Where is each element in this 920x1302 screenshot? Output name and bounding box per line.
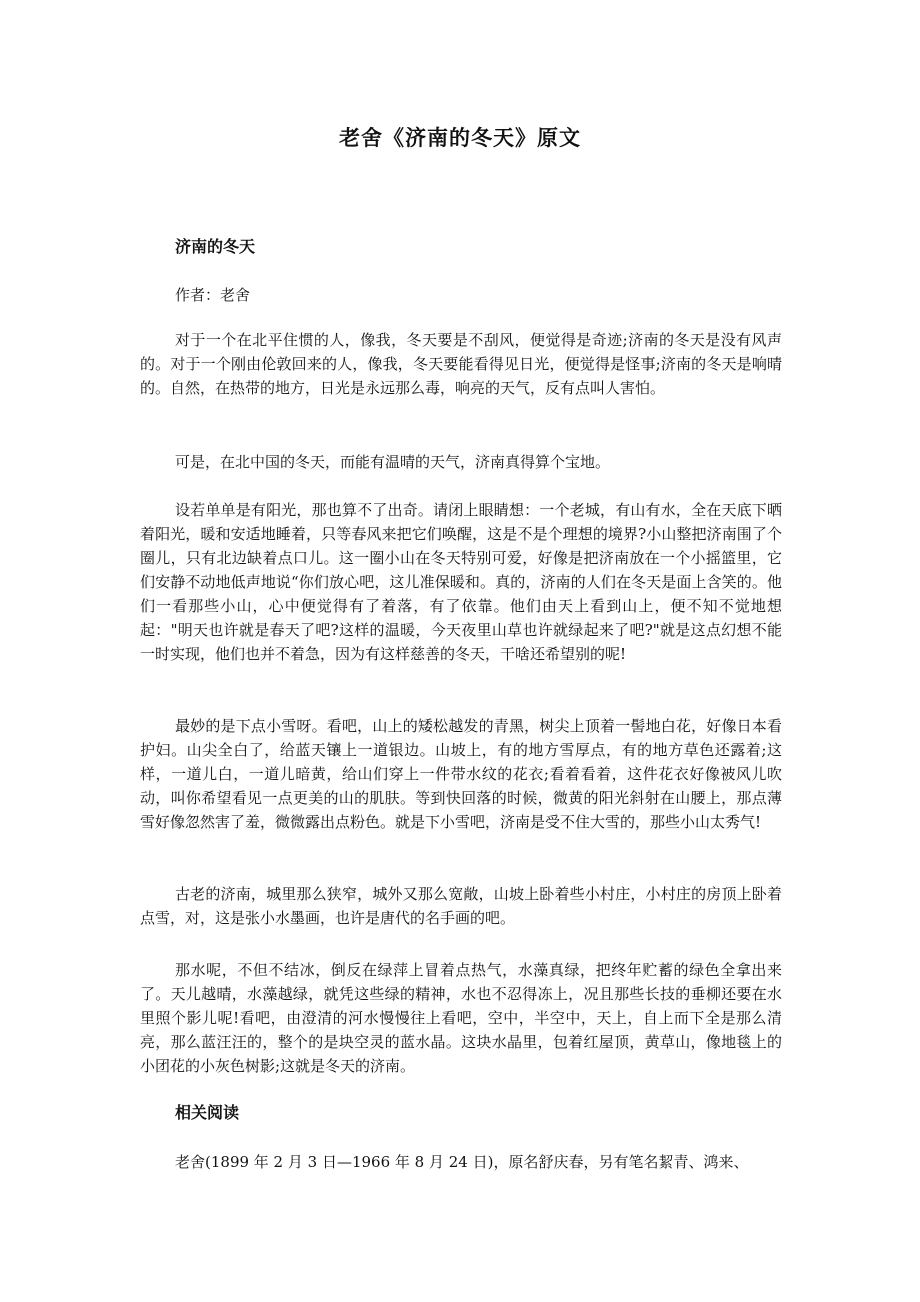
paragraph-6: 那水呢，不但不结冰，倒反在绿萍上冒着点热气，水藻真绿，把终年贮蓄的绿色全拿出来了。天儿越晴，水藻越绿，就凭这些绿的精神，水也不忍得冻上，况且那些长技的垂柳还要在水里照个影儿呢!看吧，由澄清的河水慢慢往上看吧，空中，半空中，天上，自上而下全是那么清亮，那么蓝汪汪的，整个的是块空灵的蓝水晶。这块水晶里，包着红屋顶，黄草山，像地毯上的小团花的小灰色树影;这就是冬天的济南。 — [140, 961, 782, 1075]
paragraph-4: 最妙的是下点小雪呀。看吧，山上的矮松越发的青黑，树尖上顶着一髻地白花，好像日本看护妇。山尖全白了，给蓝天镶上一道银边。山坡上，有的地方雪厚点，有的地方草色还露着;这样，一道儿白，一道儿暗黄，给山们穿上一件带水纹的花衣;看着看着，这件花衣好像被风儿吹动，叫你希望看见一点更美的山的肌肤。等到快回落的时候，微黄的阳光斜射在山腰上，那点薄雪好像忽然害了羞，微微露出点粉色。就是下小雪吧，济南是受不住大雪的，那些小山太秀气! — [140, 717, 782, 831]
paragraph-2: 可是，在北中国的冬天，而能有温晴的天气，济南真得算个宝地。 — [175, 453, 611, 471]
related-reading-text: 老舍(1899 年 2 月 3 日—1966 年 8 月 24 日)，原名舒庆春，另有笔名絜青、鸿来、 — [175, 1153, 749, 1171]
document-title: 老舍《济南的冬天》原文 — [339, 126, 581, 150]
essay-heading: 济南的冬天 — [175, 237, 256, 256]
paragraph-3: 设若单单是有阳光，那也算不了出奇。请闭上眼睛想：一个老城，有山有水，全在天底下晒着阳光，暖和安适地睡着，只等春风来把它们唤醒，这是不是个理想的境界?小山整把济南围了个圈儿，只有北边缺着点口儿。这一圈小山在冬天特别可爱，好像是把济南放在一个小摇篮里，它们安静不动地低声地说“你们放心吧，这儿准保暖和。真的，济南的人们在冬天是面上含笑的。他们一看那些小山，心中便觉得有了着落，有了依靠。他们由天上看到山上，便不知不觉地想起："明天也许就是春天了吧?这样的温暖，今天夜里山草也许就绿起来了吧?"就是这点幻想不能一时实现，他们也并不着急，因为有这样慈善的冬天，干啥还希望别的呢! — [140, 501, 782, 663]
author-line: 作者：老舍 — [175, 286, 251, 304]
paragraph-5: 古老的济南，城里那么狭窄，城外又那么宽敞，山坡上卧着些小村庄，小村庄的房顶上卧着点雪，对，这是张小水墨画，也许是唐代的名手画的吧。 — [140, 885, 782, 927]
paragraph-1: 对于一个在北平住惯的人，像我，冬天要是不刮风，便觉得是奇迹;济南的冬天是没有风声的。对于一个刚由伦敦回来的人，像我，冬天要能看得见日光，便觉得是怪事;济南的冬天是响晴的。自然，在热带的地方，日光是永远那么毒，响亮的天气，反有点叫人害怕。 — [140, 331, 782, 397]
related-reading-heading: 相关阅读 — [175, 1103, 240, 1122]
